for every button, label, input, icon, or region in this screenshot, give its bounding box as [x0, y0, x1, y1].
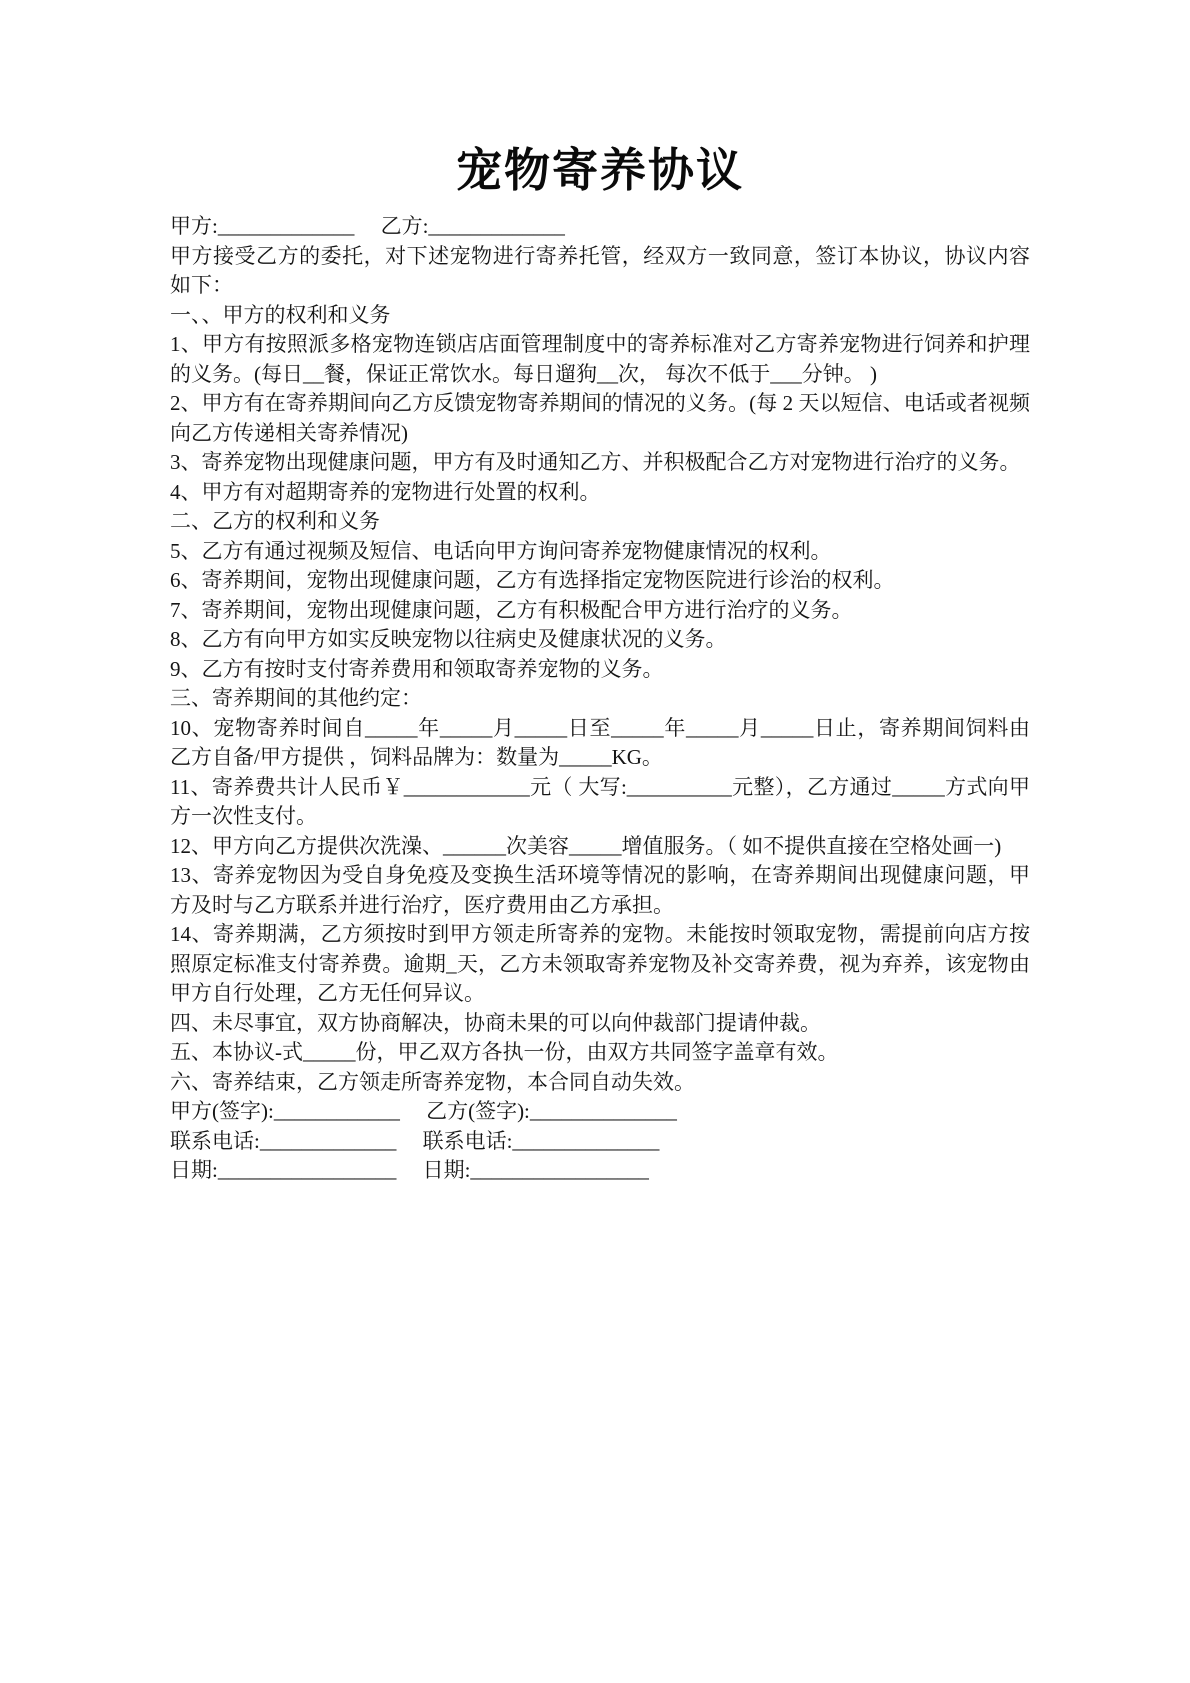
section-4-clause: 四、未尽事宜，双方协商解决，协商未果的可以向仲裁部门提请仲裁。 — [170, 1010, 821, 1035]
intro-paragraph: 甲方接受乙方的委托，对下述宠物进行寄养托管，经双方一致同意，签订本协议，协议内容如下： — [170, 243, 1030, 297]
document-title: 宠物寄养协议 — [456, 145, 744, 196]
parties-line: 甲方:_____________ 乙方:_____________ — [170, 214, 565, 238]
section-5-clause: 五、本协议-式_____份，甲乙双方各执一份，由双方共同签字盖章有效。 — [170, 1040, 839, 1064]
section-1-heading: 一、、甲方的权利和义务 — [170, 302, 391, 327]
clause-9: 9、乙方有按时支付寄养费用和领取寄养宠物的义务。 — [170, 656, 664, 681]
section-2-heading: 二、乙方的权利和义务 — [170, 509, 380, 533]
clause-13: 13、寄养宠物因为受自身免疫及变换生活环境等情况的影响，在寄养期间出现健康问题，甲方及时与乙方联系并进行治疗，医疗费用由乙方承担。 — [170, 863, 1030, 917]
clause-7: 7、寄养期间，宠物出现健康问题，乙方有积极配合甲方进行治疗的义务。 — [170, 597, 853, 622]
clause-3: 3、寄养宠物出现健康问题，甲方有及时通知乙方、并积极配合乙方对宠物进行治疗的义务。 — [170, 450, 1021, 474]
clause-8: 8、乙方有向甲方如实反映宠物以往病史及健康状况的义务。 — [170, 627, 727, 651]
clause-6: 6、寄养期间，宠物出现健康问题，乙方有选择指定宠物医院进行诊治的权利。 — [170, 568, 895, 592]
contact-phone-line: 联系电话:_____________ 联系电话:______________ — [170, 1128, 660, 1153]
section-3-heading: 三、寄养期间的其他约定： — [170, 686, 422, 710]
clause-2: 2、甲方有在寄养期间向乙方反馈宠物寄养期间的情况的义务。(每 2 天以短信、电话或者视频向乙方传递相关寄养情况) — [170, 391, 1030, 445]
clause-4: 4、甲方有对超期寄养的宠物进行处置的权利。 — [170, 479, 601, 504]
clause-14: 14、寄养期满，乙方须按时到甲方领走所寄养的宠物。未能按时领取宠物，需提前向店方按照原定标准支付寄养费。逾期_天，乙方未领取寄养宠物及补交寄养费，视为弃养，该宠物由甲方自行处理，乙方无任何异议。 — [170, 922, 1030, 1005]
signature-line: 甲方(签字):____________ 乙方(签字):______________ — [170, 1099, 677, 1123]
clause-12: 12、甲方向乙方提供次洗澡、______次美容_____增值服务。（ 如不提供直接在空格处画一) — [170, 833, 1002, 858]
clause-1: 1、甲方有按照派多格宠物连锁店店面管理制度中的寄养标准对乙方寄养宠物进行饲养和护理的义务。(每日__餐，保证正常饮水。每日遛狗__次， 每次不低于___分钟。 ) — [170, 332, 1030, 386]
section-6-clause: 六、寄养结束，乙方领走所寄养宠物，本合同自动失效。 — [170, 1069, 695, 1094]
date-line: 日期:_________________ 日期:_________________ — [170, 1158, 649, 1182]
clause-5: 5、乙方有通过视频及短信、电话向甲方询问寄养宠物健康情况的权利。 — [170, 538, 832, 563]
clause-10: 10、宠物寄养时间自_____年_____月_____日至_____年_____月_____日止，寄养期间饲料由乙方自备/甲方提供 ，饲料品牌为：数量为_____KG。 — [170, 715, 1030, 769]
clause-11: 11、寄养费共计人民币￥____________元（ 大写:__________元整），乙方通过_____方式向甲方一次性支付。 — [170, 774, 1030, 828]
